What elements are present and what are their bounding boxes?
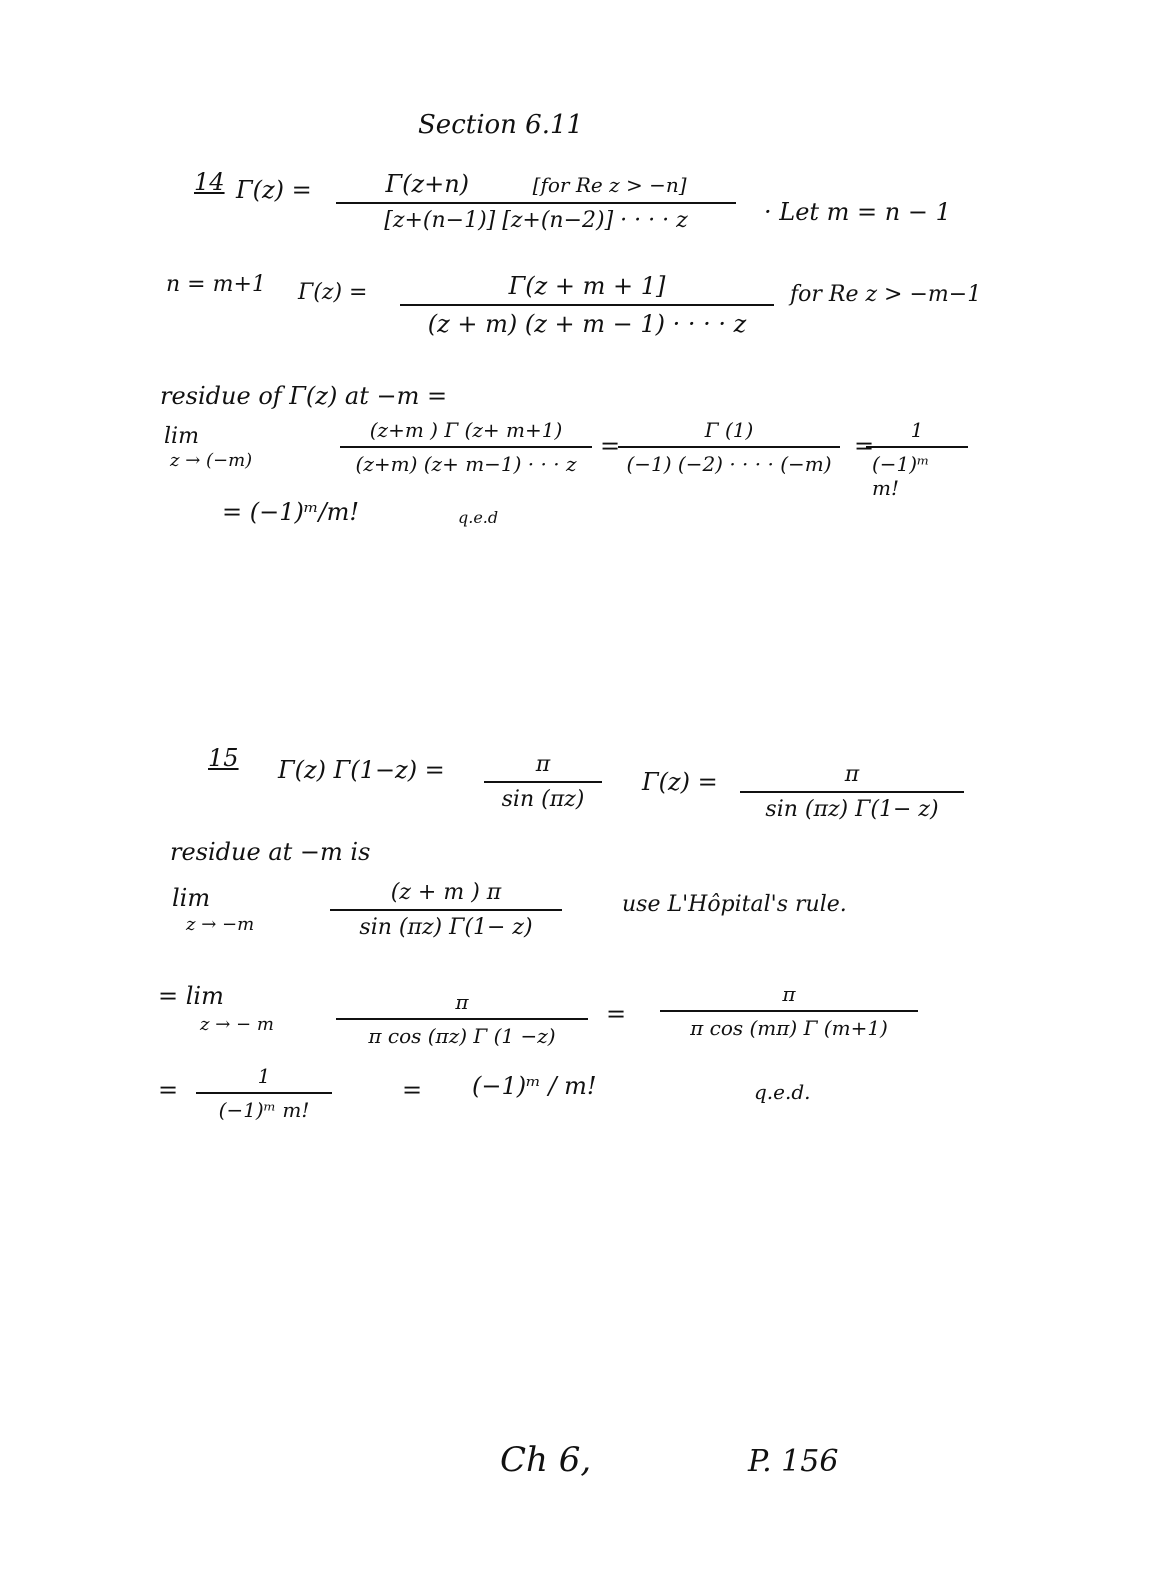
fraction-result [866, 418, 968, 500]
final-result: (−1)ᵐ / m! [472, 1072, 597, 1100]
page-number: P. 156 [748, 1444, 839, 1479]
fraction-residue-limit [340, 418, 592, 476]
fraction-denominator: sin (πz) Γ(1− z) [765, 797, 939, 822]
fraction-evaluated [660, 982, 918, 1040]
section-title: Section 6.11 [418, 110, 584, 140]
fraction-numerator: 1 [257, 1064, 271, 1088]
fraction-numerator: Γ(z+n) [for Re z > −n] [385, 170, 687, 198]
fraction-denominator: π cos (mπ) Γ (m+1) [690, 1016, 888, 1040]
equals-sign: = [402, 1076, 423, 1104]
fraction-final [196, 1064, 332, 1122]
qed-label: q.e.d. [754, 1080, 811, 1104]
fraction-gamma-one [618, 418, 840, 476]
fraction-denominator: (−1) (−2) · · · · (−m) [626, 452, 832, 476]
fraction-numerator: (z+m ) Γ (z+ m+1) [369, 418, 563, 442]
equals-sign: = [600, 432, 621, 460]
fraction-numerator: Γ (1) [704, 418, 754, 442]
fraction-denominator: sin (πz) Γ(1− z) [359, 915, 533, 940]
problem-number: 14 [194, 168, 225, 196]
fraction-numerator: π [535, 752, 551, 777]
equals-sign: = [606, 1000, 627, 1028]
fraction-gamma-shift [336, 170, 736, 233]
condition-text-2: for Re z > −m−1 [790, 282, 982, 307]
fraction-denominator: [z+(n−1)] [z+(n−2)] · · · · z [384, 208, 688, 233]
fraction-pi-over-sin [484, 752, 602, 812]
fraction-denominator: sin (πz) [501, 787, 585, 812]
limit-label: lim [172, 884, 211, 912]
equals-sign: = [854, 432, 875, 460]
gamma-lhs: Γ(z) = [236, 176, 312, 204]
fraction-denominator: π cos (πz) Γ (1 −z) [368, 1024, 556, 1048]
fraction-hopital-step [336, 990, 588, 1048]
fraction-numerator: Γ(z + m + 1] [508, 272, 666, 300]
hopital-note: use L'Hôpital's rule. [622, 892, 847, 917]
fraction-residue-limit [330, 880, 562, 940]
gamma-lhs: Γ(z) = [642, 768, 718, 796]
equals-sign: = [158, 1076, 179, 1104]
gamma-lhs-2: Γ(z) = [298, 280, 368, 305]
condition-text: [for Re z > −n] [532, 173, 687, 197]
fraction-numerator: π [844, 762, 860, 787]
fraction-denominator: (z+m) (z+ m−1) · · · z [355, 452, 577, 476]
fraction-denominator: (z + m) (z + m − 1) · · · · z [427, 310, 747, 338]
limit-label-2: = lim [158, 982, 224, 1010]
fraction-numerator: (z + m ) π [390, 880, 502, 905]
residue-statement: residue of Γ(z) at −m = [160, 382, 448, 410]
fraction-numerator: π [455, 990, 469, 1014]
problem-number: 15 [208, 744, 239, 772]
fraction-denominator: (−1)ᵐ m! [872, 452, 930, 500]
let-statement: · Let m = n − 1 [764, 198, 951, 226]
n-substitution: n = m+1 [166, 272, 266, 297]
limit-label: lim [164, 424, 199, 449]
limit-subscript: z → −m [186, 914, 255, 935]
final-result: = (−1)ᵐ/m! [222, 498, 360, 526]
fraction-denominator: (−1)ᵐ m! [218, 1098, 310, 1122]
fraction-gamma-expression [740, 762, 964, 822]
fraction-gamma-m [400, 272, 774, 338]
fraction-numerator: 1 [910, 418, 924, 442]
reflection-lhs: Γ(z) Γ(1−z) = [278, 756, 445, 784]
limit-subscript: z → (−m) [170, 450, 253, 471]
qed-label: q.e.d [458, 508, 499, 527]
fraction-numerator: π [782, 982, 796, 1006]
chapter-label: Ch 6, [500, 1440, 592, 1480]
limit-subscript-2: z → − m [200, 1014, 274, 1035]
residue-statement: residue at −m is [170, 838, 371, 866]
